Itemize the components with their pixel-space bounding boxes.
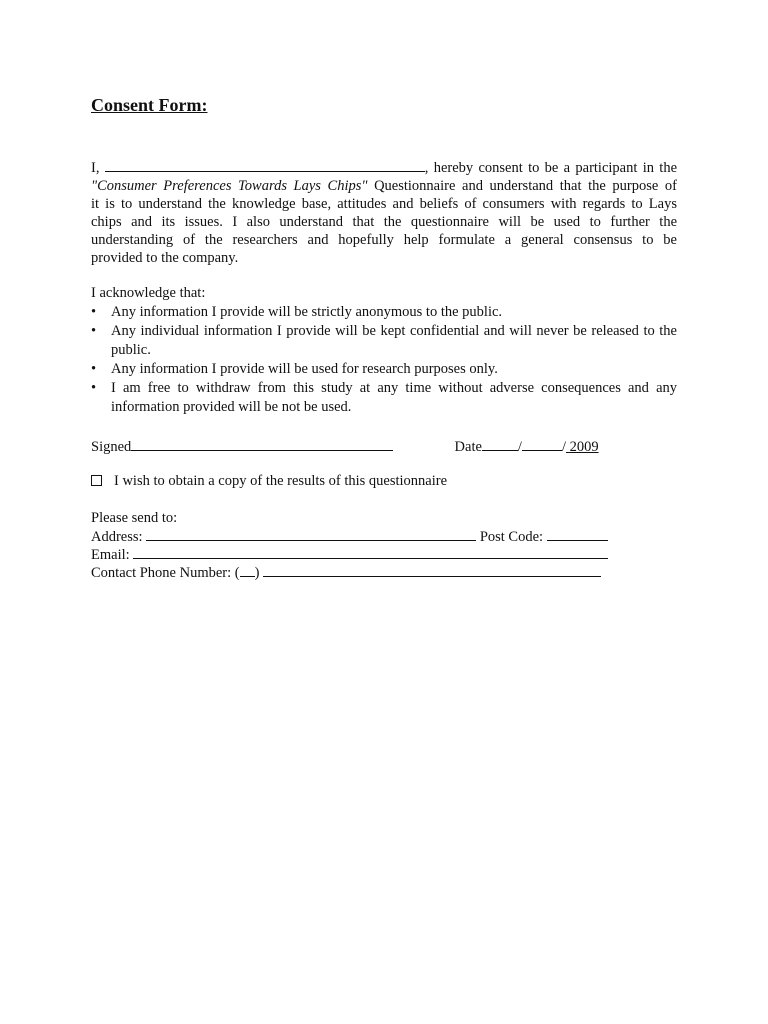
address-row xyxy=(91,527,608,546)
email-field[interactable] xyxy=(133,545,608,559)
date-day-field[interactable] xyxy=(482,437,518,451)
list-item: • Any individual information I provide will be kept confidential and will never be released to the public. xyxy=(91,323,677,358)
bullet-icon: • xyxy=(91,323,97,339)
signature-field[interactable] xyxy=(131,437,393,451)
bullet-icon: • xyxy=(91,380,97,396)
intro-line2: Questionnaire and understand that the purpose of xyxy=(367,178,677,194)
list-item: • Any information I provide will be used for research purposes only. xyxy=(91,361,498,377)
list-item: • Any information I provide will be strictly anonymous to the public. xyxy=(91,304,503,320)
bullet-icon: • xyxy=(91,304,97,320)
email-label: Email: xyxy=(91,547,130,563)
bullet-icon: • xyxy=(91,361,97,377)
acknowledge-heading: I acknowledge that: xyxy=(91,285,206,301)
date-slash: / xyxy=(561,439,566,455)
postcode-label: Post Code: xyxy=(479,529,544,545)
phone-row: Contact Phone Number: ( ) xyxy=(91,563,601,582)
copy-results-checkbox[interactable] xyxy=(91,475,102,486)
list-item: • I am free to withdraw from this study at any time without adverse consequences and any information provided will be not be used. xyxy=(91,380,677,415)
page-title: Consent Form: xyxy=(91,95,208,115)
copy-results-label: I wish to obtain a copy of the results of this questionnaire xyxy=(114,473,448,489)
signature-row xyxy=(91,437,599,456)
date-month-field[interactable] xyxy=(522,437,562,451)
area-code-field[interactable] xyxy=(240,563,255,577)
intro-line3: it is to understand the knowledge base, attitudes and beliefs of consumers with regards to Lays xyxy=(91,196,677,212)
survey-name: "Consumer Preferences Towards Lays Chips" xyxy=(91,178,368,194)
address-label: Address: xyxy=(91,529,143,545)
date-year: 2009 xyxy=(569,439,599,455)
intro-paragraph xyxy=(91,158,677,267)
acknowledgement-list xyxy=(91,303,677,417)
participant-name-field[interactable] xyxy=(105,158,425,172)
signed-label: Signed xyxy=(91,439,132,455)
phone-number-field[interactable] xyxy=(263,563,601,577)
intro-line5: understanding of the researchers and hopefully help formulate a general consensus to be xyxy=(91,232,677,248)
intro-line1-suffix: , hereby consent to be a participant in the xyxy=(424,160,678,176)
send-heading: Please send to: xyxy=(91,510,178,526)
address-field[interactable] xyxy=(146,527,476,541)
date-slash: / xyxy=(517,439,522,455)
intro-line4: chips and its issues. I also understand that the questionnaire will be used to further the xyxy=(91,214,677,230)
postcode-field[interactable] xyxy=(547,527,608,541)
intro-line6: provided to the company. xyxy=(91,250,239,266)
email-row xyxy=(91,545,608,564)
phone-label: Contact Phone Number: xyxy=(91,565,232,581)
copy-option-row xyxy=(91,472,447,490)
intro-prefix: I, xyxy=(91,160,100,176)
date-label: Date xyxy=(454,439,482,455)
